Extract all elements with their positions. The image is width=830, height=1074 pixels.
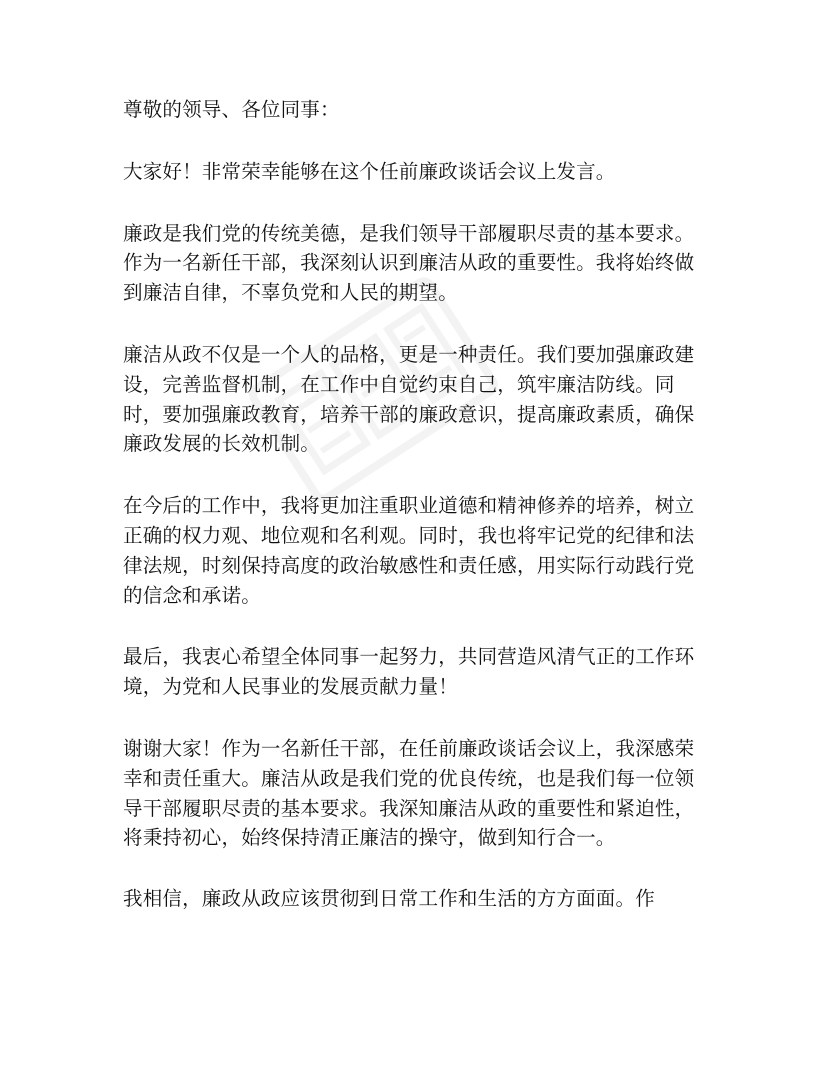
body-paragraph: 谢谢大家！作为一名新任干部，在任前廉政谈话会议上，我深感荣幸和责任重大。廉洁从政是我们党的优良传统，也是我们每一位领导干部履职尽责的基本要求。我深知廉洁从政的重要性和紧迫性，将秉持初心，始终保持清正廉洁的操守，做到知行合一。 [123, 736, 695, 850]
document-body [123, 95, 713, 946]
body-paragraph: 我相信，廉政从政应该贯彻到日常工作和生活的方方面面。作 [123, 887, 655, 911]
body-paragraph: 廉洁从政不仅是一个人的品格，更是一种责任。我们要加强廉政建设，完善监督机制，在工作中自觉约束自己，筑牢廉洁防线。同时，要加强廉政教育，培养干部的廉政意识，提高廉政素质，确保廉政发展的长效机制。 [123, 342, 695, 456]
body-paragraph: 最后，我衷心希望全体同事一起努力，共同营造风清气正的工作环境，为党和人民事业的发展贡献力量！ [123, 645, 695, 699]
greeting-paragraph: 大家好！非常荣幸能够在这个任前廉政谈话会议上发言。 [123, 159, 616, 183]
body-paragraph: 廉政是我们党的传统美德，是我们领导干部履职尽责的基本要求。作为一名新任干部，我深刻认识到廉洁从政的重要性。我将始终做到廉洁自律，不辜负党和人民的期望。 [123, 221, 695, 305]
body-paragraph: 在今后的工作中，我将更加注重职业道德和精神修养的培养，树立正确的权力观、地位观和名利观。同时，我也将牢记党的纪律和法律法规，时刻保持高度的政治敏感性和责任感，用实际行动践行党的信念和承诺。 [123, 494, 695, 607]
salutation-paragraph: 尊敬的领导、各位同事： [123, 98, 340, 121]
